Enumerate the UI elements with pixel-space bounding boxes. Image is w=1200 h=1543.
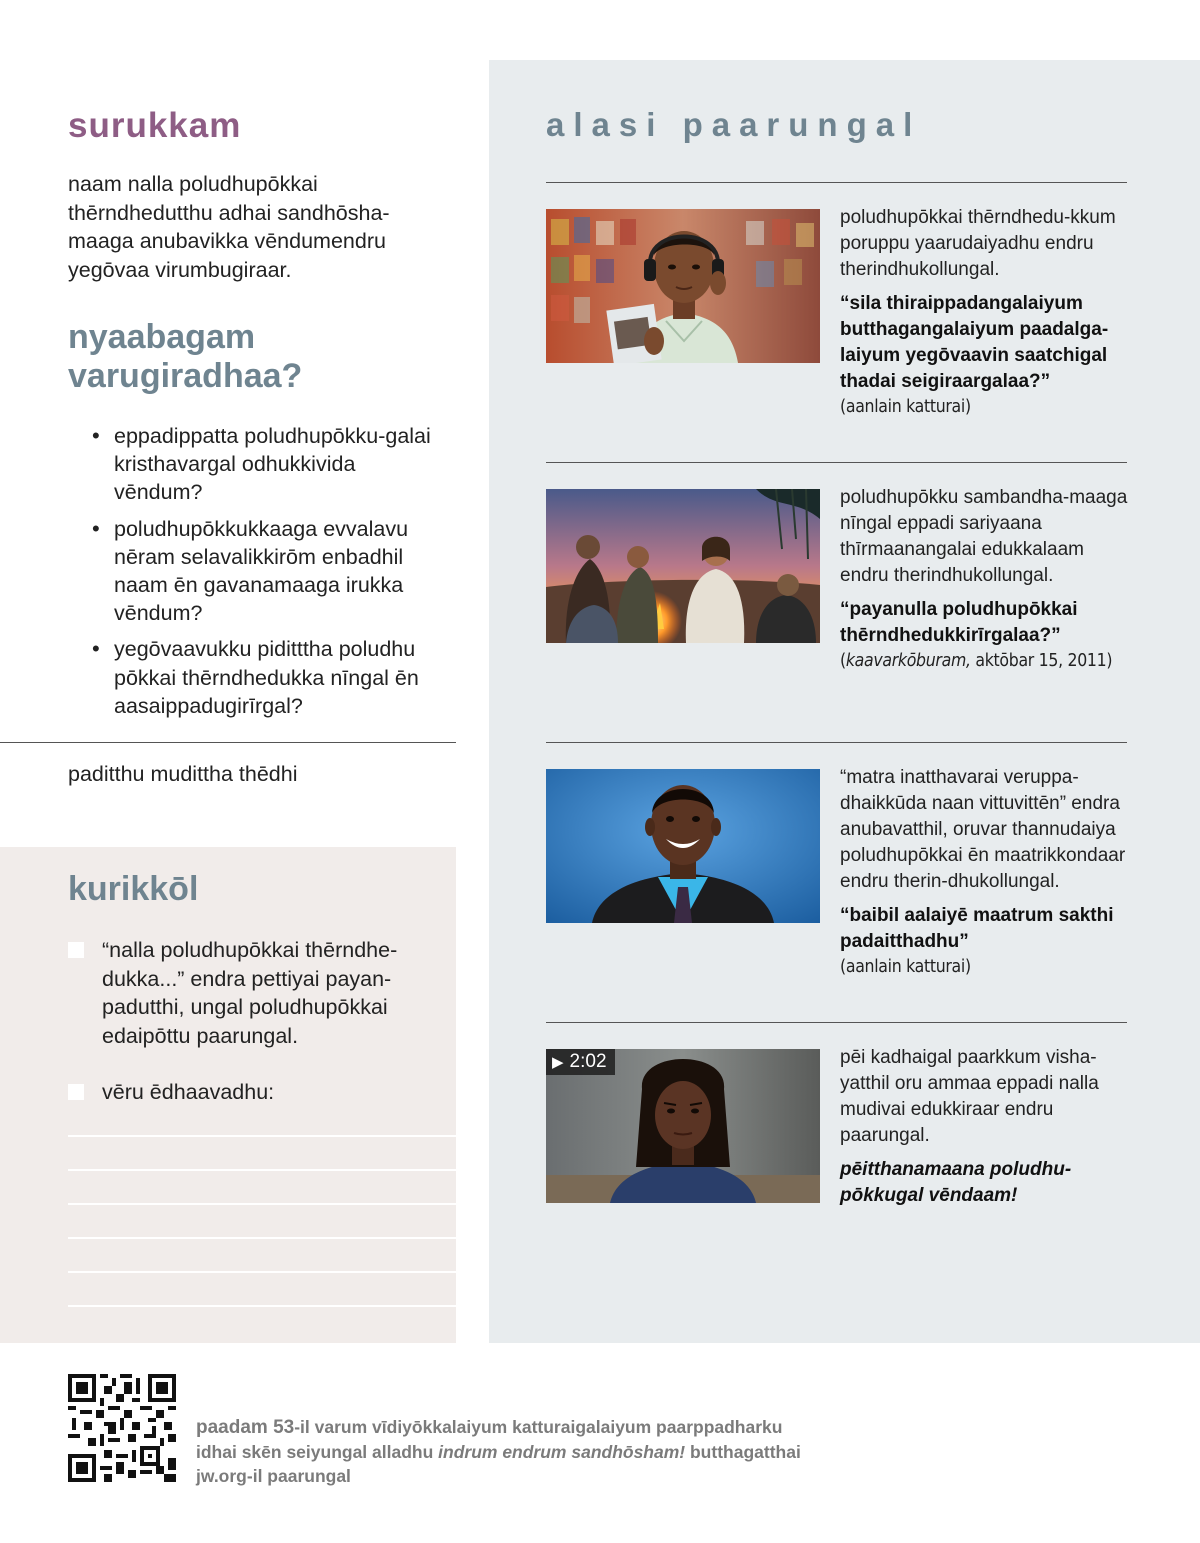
website-note[interactable]: jw.org-il paarungal — [196, 1466, 351, 1486]
write-line[interactable] — [68, 1135, 456, 1137]
write-line[interactable] — [68, 1271, 456, 1273]
explore-item-description: poludhupōkku sambandha-maaga nīngal eppadi sariyaana thīrmaanangalai edukkalaam endru therindhukollungal. — [840, 487, 1128, 586]
remember-heading: nyaabagam varugiradhaa? — [68, 318, 303, 395]
explore-image-teen-headphones[interactable] — [546, 209, 820, 363]
review-question: • poludhupōkkukkaaga evvalavu nēram selavalikkirōm enbadhil naam ēn gavanamaaga irukka vēndum? — [92, 515, 442, 628]
explore-heading: alasi paarungal — [546, 106, 922, 143]
goal-item[interactable] — [68, 936, 432, 1050]
divider — [546, 742, 1127, 743]
explore-item-source: (kaavarkōburam, aktōbar 15, 2011) — [840, 651, 1113, 671]
explore-item-description: “matra inatthavarai veruppa-dhaikkūda naan vittuvittēn” endra anubavatthil, oruvar thannudaiya poludhupōkkai ēn maatrikkondaar endru therin-dhukollungal. — [840, 767, 1126, 892]
campfire-illustration — [546, 489, 820, 643]
write-line[interactable] — [68, 1237, 456, 1239]
goal-heading: kurikkōl — [68, 870, 199, 908]
explore-item-title[interactable]: pēitthanamaana poludhu-pōkkugal vēndaam! — [840, 1159, 1072, 1206]
explore-item-title[interactable]: “payanulla poludhupōkkai thērndhedukkirīrgalaa?” — [840, 599, 1078, 646]
divider — [0, 742, 456, 743]
review-question: • eppadippatta poludhupōkku-galai kristhavargal odhukkivida vēndum? — [92, 422, 442, 507]
summary-heading: surukkam — [68, 106, 242, 145]
explore-item-description: pēi kadhaigal paarkkum visha-yatthil oru ammaa eppadi nalla mudivai edukkiraar endru paarungal. — [840, 1047, 1099, 1146]
explore-item — [840, 1045, 1130, 1209]
qr-code-icon[interactable] — [68, 1374, 176, 1482]
explore-item — [840, 765, 1130, 980]
smiling-man-illustration — [546, 769, 820, 923]
video-duration-badge — [546, 1049, 615, 1075]
explore-image-campfire[interactable] — [546, 489, 820, 643]
goal-item-text: vēru ēdhaavadhu: — [102, 1080, 275, 1104]
explore-video-thumbnail[interactable] — [546, 1049, 820, 1203]
explore-item-source: (aanlain katturai) — [840, 957, 971, 977]
video-duration: 2:02 — [569, 1051, 607, 1072]
publication-name: kaavarkōburam, — [845, 651, 971, 671]
review-questions — [92, 422, 442, 728]
divider — [546, 462, 1127, 463]
goal-item-text: “nalla poludhupōkkai thērndhe-dukka...” endra pettiyai payan-padutthi, ungal poludhupōkkai edaipōttu paarungal. — [102, 938, 398, 1048]
goal-checkbox[interactable] — [68, 942, 84, 958]
explore-item-title[interactable]: “baibil aalaiyē maatrum sakthi padaitthadhu” — [840, 905, 1114, 952]
explore-image-smiling-man[interactable] — [546, 769, 820, 923]
play-icon: ▶ — [552, 1054, 564, 1071]
write-line[interactable] — [68, 1169, 456, 1171]
summary-text: naam nalla poludhupōkkai thērndhedutthu adhai sandhōsha-maaga anubavikka vēndumendru yegōvaa virumbugiraar. — [68, 172, 390, 282]
explore-item-description: poludhupōkkai thērndhedu-kkum poruppu yaarudaiyadhu endru therindhukollungal. — [840, 207, 1116, 280]
explore-item — [840, 205, 1130, 420]
explore-item — [840, 485, 1130, 674]
divider — [546, 182, 1127, 183]
explore-item-title[interactable]: “sila thiraippadangalaiyum butthagangalaiyum paadalga-laiyum yegōvaavin saatchigal thadai seigiraargalaa?” — [840, 293, 1109, 392]
completed-date-label: paditthu mudittha thēdhi — [68, 762, 298, 786]
lesson-reference: paadam 53 — [196, 1417, 295, 1438]
goal-item-other[interactable] — [68, 1078, 432, 1107]
footer-note: paadam 53-il varum vīdiyōkkalaiyum katturaigalaiyum paarppadharku idhai skēn seiyungal alladhu indrum endrum sandhōsham! butthagatthai jw.org-il paarungal — [196, 1415, 836, 1488]
write-line[interactable] — [68, 1203, 456, 1205]
explore-item-source: (aanlain katturai) — [840, 397, 971, 417]
book-title: indrum endrum sandhōsham! — [438, 1442, 686, 1462]
review-question: • yegōvaavukku piditttha poludhu pōkkai thērndhedukka nīngal ēn aasaippadugirīrgal? — [92, 635, 442, 720]
write-line[interactable] — [68, 1305, 456, 1307]
teen-headphones-illustration — [546, 209, 820, 363]
divider — [546, 1022, 1127, 1023]
goal-checkbox[interactable] — [68, 1084, 84, 1100]
